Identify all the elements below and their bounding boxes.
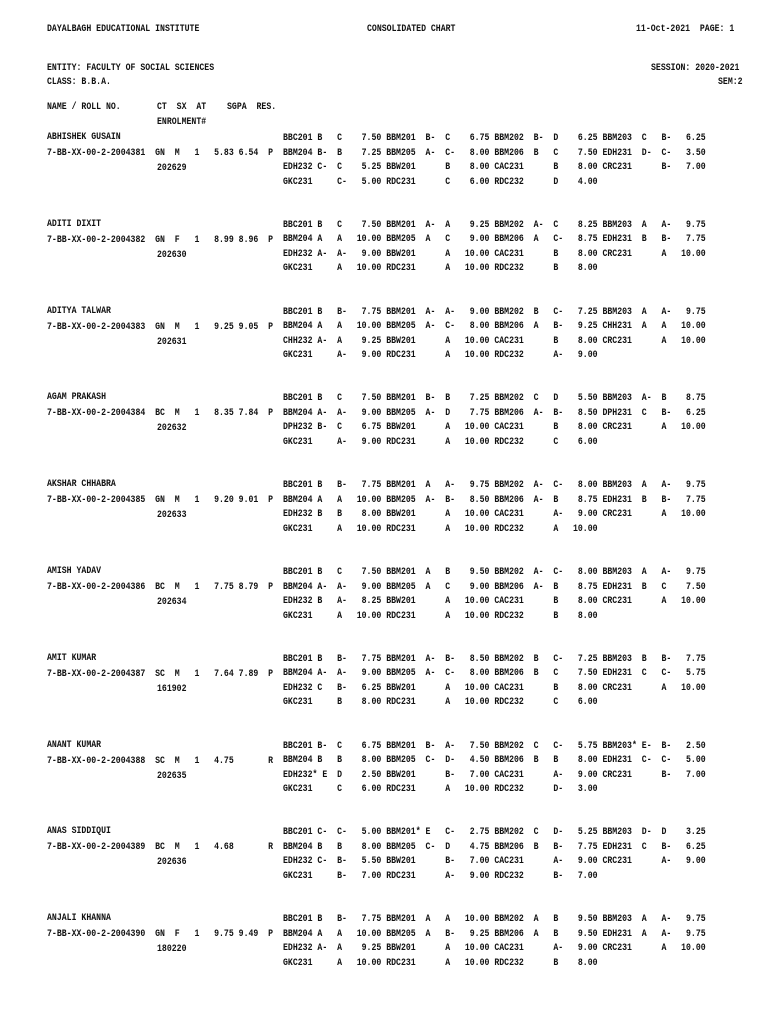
grade-grid	[283, 912, 768, 970]
grade-line: BBM204 B- B 7.25 BBM205 A- C- 8.00 BBM206 B C 7.50 EDH231 D- C- 3.50	[283, 146, 706, 159]
grade-line: BBM204 A A 10.00 BBM205 A- B- 8.50 BBM206 A- B 8.75 EDH231 B B- 7.75	[283, 493, 706, 506]
student-record	[0, 739, 768, 817]
grade-line: BBC201 B C 7.50 BBM201 A B 9.50 BBM202 A- C- 8.00 BBM203 A A- 9.75	[283, 566, 706, 578]
roll-info: 7-BB-XX-00-2-2004386 BC M 1 7.75 8.79 P	[47, 581, 274, 593]
grade-line: BBC201 B B- 7.75 BBM201 A A- 9.75 BBM202 A- C- 8.00 BBM203 A A- 9.75	[283, 479, 706, 492]
grade-line: BBC201 B- C 6.75 BBM201 B- A- 7.50 BBM202 C C- 5.75 BBM203* E- B- 2.50	[283, 739, 706, 752]
enrolment-number: 202634	[157, 596, 187, 608]
grade-line: EDH232 C- B- 5.50 BBW201 B- 7.00 CAC231 A- 9.00 CRC231 A- 9.00	[283, 855, 706, 868]
enrolment-number: 202633	[157, 509, 187, 522]
grade-line: GKC231 A 10.00 RDC231 A 10.00 RDC232 B 8.00	[283, 262, 598, 275]
grade-line: BBM204 A- A- 9.00 BBM205 A- D 7.75 BBM206 A- B- 8.50 DPH231 C B- 6.25	[283, 406, 706, 419]
student-record	[0, 131, 768, 209]
grade-line: BBC201 B B- 7.75 BBM201 A- A- 9.00 BBM202 B C- 7.25 BBM203 A A- 9.75	[283, 305, 706, 318]
roll-info: 7-BB-XX-00-2-2004387 SC M 1 7.64 7.89 P	[47, 667, 274, 680]
grade-line: BBC201 B C 7.50 BBM201 B- B 7.25 BBM202 C D 5.50 BBM203 A- B 8.75	[283, 392, 706, 405]
grade-line: GKC231 A 10.00 RDC231 A 10.00 RDC232 A 10.00	[283, 522, 598, 535]
student-name: AMISH YADAV	[47, 565, 102, 577]
student-record	[0, 391, 768, 469]
grade-grid	[283, 565, 768, 623]
grade-line: BBM204 A A 10.00 BBM205 A B- 9.25 BBM206 A B 9.50 EDH231 A A- 9.75	[283, 927, 706, 940]
grade-line: EDH232 B A- 8.25 BBW201 A 10.00 CAC231 B 8.00 CRC231 A 10.00	[283, 595, 706, 607]
grade-line: GKC231 A 10.00 RDC231 A 10.00 RDC232 B 8.00	[283, 609, 598, 622]
student-name: ADITI DIXIT	[47, 217, 102, 230]
student-name: ADITYA TALWAR	[47, 304, 111, 317]
enrolment-number: 161902	[157, 682, 187, 695]
roll-info: 7-BB-XX-00-2-2004390 GN F 1 9.75 9.49 P	[47, 928, 274, 941]
student-record	[0, 305, 768, 383]
grade-grid	[283, 131, 768, 189]
grade-grid	[283, 305, 768, 363]
enrolment-number: 202635	[157, 769, 187, 782]
enrolment-number: 202629	[157, 162, 187, 174]
roll-info: 7-BB-XX-00-2-2004381 GN M 1 5.83 6.54 P	[47, 147, 274, 159]
grade-line: EDH232 C B- 6.25 BBW201 A 10.00 CAC231 B 8.00 CRC231 A 10.00	[283, 681, 706, 694]
student-name: AKSHAR CHHABRA	[47, 478, 116, 491]
date-page: 11-Oct-2021 PAGE: 1	[636, 23, 735, 35]
enrolment-number: 202631	[157, 335, 187, 348]
grade-line: BBC201 B C 7.50 BBM201 B- C 6.75 BBM202 B- D 6.25 BBM203 C B- 6.25	[283, 132, 706, 144]
grade-line: BBC201 C- C- 5.00 BBM201* E C- 2.75 BBM202 C D- 5.25 BBM203 D- D 3.25	[283, 826, 706, 839]
grade-line: BBM204 A- A- 9.00 BBM205 A- C- 8.00 BBM206 B C 7.50 EDH231 C C- 5.75	[283, 667, 706, 680]
sem-label: SEM:2	[718, 76, 743, 88]
column-ct-sx-at: CT SX AT	[157, 101, 207, 113]
student-record	[0, 478, 768, 556]
grade-line: EDH232 A- A 9.25 BBW201 A 10.00 CAC231 A- 9.00 CRC231 A 10.00	[283, 942, 706, 955]
student-name: ANJALI KHANNA	[47, 912, 111, 925]
grade-line: BBM204 B B 8.00 BBM205 C- D- 4.50 BBM206 B B 8.00 EDH231 C- C- 5.00	[283, 754, 706, 767]
student-record	[0, 912, 768, 990]
grade-line: EDH232 C- C 5.25 BBW201 B 8.00 CAC231 B 8.00 CRC231 B- 7.00	[283, 161, 706, 173]
column-enrolment: ENROLMENT#	[157, 116, 207, 128]
grade-line: GKC231 B- 7.00 RDC231 A- 9.00 RDC232 B- 7.00	[283, 869, 598, 882]
grade-line: BBM204 B B 8.00 BBM205 C- D 4.75 BBM206 B B- 7.75 EDH231 C B- 6.25	[283, 840, 706, 853]
grade-line: BBC201 B B- 7.75 BBM201 A- B- 8.50 BBM202 B C- 7.25 BBM203 B B- 7.75	[283, 652, 706, 665]
grade-line: BBM204 A- A- 9.00 BBM205 A C 9.00 BBM206 A- B 8.75 EDH231 B C 7.50	[283, 580, 706, 593]
grade-line: BBM204 A A 10.00 BBM205 A C 9.00 BBM206 A C- 8.75 EDH231 B B- 7.75	[283, 233, 706, 246]
grade-grid	[283, 739, 768, 797]
roll-info: 7-BB-XX-00-2-2004384 BC M 1 8.35 7.84 P	[47, 407, 274, 420]
grade-grid	[283, 825, 768, 883]
student-record	[0, 652, 768, 730]
entity-label: ENTITY: FACULTY OF SOCIAL SCIENCES	[47, 62, 215, 74]
institute-name: DAYALBAGH EDUCATIONAL INSTITUTE	[47, 23, 200, 35]
grade-line: DPH232 B- C 6.75 BBW201 A 10.00 CAC231 B 8.00 CRC231 A 10.00	[283, 421, 706, 434]
roll-info: 7-BB-XX-00-2-2004388 SC M 1 4.75 R	[47, 754, 274, 767]
student-name: ANANT KUMAR	[47, 738, 102, 751]
session-label: SESSION: 2020-2021	[651, 62, 740, 74]
roll-info: 7-BB-XX-00-2-2004382 GN F 1 8.99 8.96 P	[47, 233, 274, 246]
student-name: ANAS SIDDIQUI	[47, 825, 111, 838]
student-name: AGAM PRAKASH	[47, 391, 106, 404]
grade-line: GKC231 B 8.00 RDC231 A 10.00 RDC232 C 6.00	[283, 696, 598, 709]
grade-line: GKC231 A 10.00 RDC231 A 10.00 RDC232 B 8.00	[283, 956, 598, 969]
student-record	[0, 825, 768, 903]
student-name: ABHISHEK GUSAIN	[47, 131, 121, 143]
grade-line: GKC231 A- 9.00 RDC231 A 10.00 RDC232 A- 9.00	[283, 349, 598, 362]
grade-line: EDH232* E D 2.50 BBW201 B- 7.00 CAC231 A- 9.00 CRC231 B- 7.00	[283, 768, 706, 781]
roll-info: 7-BB-XX-00-2-2004385 GN M 1 9.20 9.01 P	[47, 494, 274, 507]
chart-title: CONSOLIDATED CHART	[367, 23, 456, 35]
grade-line: BBC201 B C 7.50 BBM201 A- A 9.25 BBM202 A- C 8.25 BBM203 A A- 9.75	[283, 218, 706, 231]
grade-line: BBM204 A A 10.00 BBM205 A- C- 8.00 BBM206 A B- 9.25 CHH231 A A 10.00	[283, 320, 706, 333]
student-record	[0, 218, 768, 296]
grade-line: BBC201 B B- 7.75 BBM201 A A 10.00 BBM202 A B 9.50 BBM203 A A- 9.75	[283, 913, 706, 926]
grade-line: EDH232 A- A- 9.00 BBW201 A 10.00 CAC231 B 8.00 CRC231 A 10.00	[283, 247, 706, 260]
grade-grid	[283, 391, 768, 449]
roll-info: 7-BB-XX-00-2-2004389 BC M 1 4.68 R	[47, 841, 274, 854]
grade-line: CHH232 A- A 9.25 BBW201 A 10.00 CAC231 B 8.00 CRC231 A 10.00	[283, 334, 706, 347]
student-record	[0, 565, 768, 643]
grade-line: GKC231 C 6.00 RDC231 A 10.00 RDC232 D- 3.00	[283, 783, 598, 796]
column-name-rollno: NAME / ROLL NO.	[47, 101, 121, 113]
grade-line: GKC231 A- 9.00 RDC231 A 10.00 RDC232 C 6.00	[283, 435, 598, 448]
grade-grid	[283, 652, 768, 710]
grade-line: GKC231 C- 5.00 RDC231 C 6.00 RDC232 D 4.00	[283, 175, 598, 188]
grade-line: EDH232 B B 8.00 BBW201 A 10.00 CAC231 A- 9.00 CRC231 A 10.00	[283, 508, 706, 521]
enrolment-number: 202630	[157, 248, 187, 261]
student-name: AMIT KUMAR	[47, 651, 97, 664]
grade-grid	[283, 478, 768, 536]
class-label: CLASS: B.B.A.	[47, 76, 111, 88]
enrolment-number: 180220	[157, 943, 187, 956]
enrolment-number: 202632	[157, 422, 187, 435]
roll-info: 7-BB-XX-00-2-2004383 GN M 1 9.25 9.05 P	[47, 320, 274, 333]
enrolment-number: 202636	[157, 856, 187, 869]
grade-grid	[283, 218, 768, 276]
column-sgpa-res: SGPA RES.	[227, 101, 277, 113]
